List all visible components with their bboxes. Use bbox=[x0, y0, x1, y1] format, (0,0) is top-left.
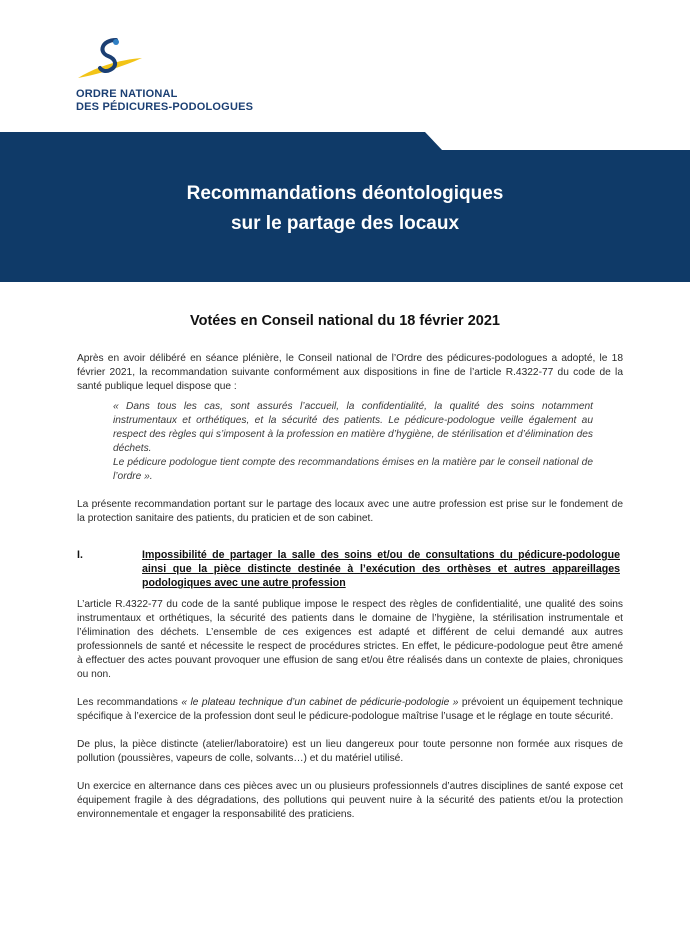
body-paragraph-reco bbox=[77, 696, 623, 724]
legal-quote bbox=[113, 400, 593, 484]
quote-line-1: « Dans tous les cas, sont assurés l’accueil, la confidentialité, la qualité des soins notamment instrumentaux et orthétiques, et la sécurité des patients. Le pédicure-podologue veille également au respect des règles qui s’imposent à la profession en matière d’hygiène, de stérilisation et d’élimination des déchets. bbox=[113, 401, 593, 454]
title-line-1: Recommandations déontologiques bbox=[186, 183, 504, 204]
logo-line-1: ORDRE NATIONAL bbox=[76, 88, 178, 100]
body-paragraph-1: L’article R.4322-77 du code de la santé publique impose le respect des règles de confidentialité, une qualité des soins instrumentaux et orthétiques, la sécurité des patients dans le domaine de l’hygiène, la stérilisation instrumentale et l’élimination des déchets. L’ensemble de ces exigences est adapté et différent de celui demandé aux autres professionnels de santé et nécessite le respect de procédures strictes. En effet, le pédicure-podologue peut être amené à effectuer des actes pouvant provoquer une effusion de sang et/ou être réalisés dans un contexte de plaies, chroniques ou non. bbox=[77, 599, 623, 680]
section-number: I. bbox=[77, 549, 83, 561]
quote-line-2: Le pédicure podologue tient compte des recommandations émises en la matière par le conseil national de l’ordre ». bbox=[113, 457, 593, 482]
basis-paragraph: La présente recommandation portant sur le partage des locaux avec une autre profession est prise sur le fondement de la protection sanitaire des patients, du praticien et de son cabinet. bbox=[77, 499, 623, 524]
document-body bbox=[77, 352, 623, 836]
reco-after: prévoient un équipement technique spécifique à l’exercice de la profession dont seul le pédicure-podologue maîtrise l’usage et le réglage en toute sécurité. bbox=[77, 697, 623, 722]
section-heading-1 bbox=[77, 548, 623, 590]
ordre-logo-icon bbox=[76, 38, 146, 86]
title-line-2: sur le partage des locaux bbox=[230, 213, 460, 234]
reco-quoted: « le plateau technique d’un cabinet de pédicurie-podologie » bbox=[181, 697, 459, 708]
logo-line-2: DES PÉDICURES-PODOLOGUES bbox=[76, 101, 254, 113]
section-title: Impossibilité de partager la salle des soins et/ou de consultations du pédicure-podologue ainsi que la pièce distincte destinée à l’exécution des orthèses et autres appareillages podologiques avec une autre profession bbox=[142, 549, 620, 589]
body-paragraph-3: Un exercice en alternance dans ces pièces avec un ou plusieurs professionnels d’autres disciplines de santé expose cet équipement fragile à des dégradations, des pollutions qui peuvent nuire à la sécurité des patients et/ou la protection environnementale et engager la responsabilité des praticiens. bbox=[77, 781, 623, 820]
logo-wordmark bbox=[76, 88, 253, 114]
intro-paragraph: Après en avoir délibéré en séance plénière, le Conseil national de l’Ordre des pédicures-podologues a adopté, le 18 février 2021, la recommandation suivante conformément aux dispositions in fine de l’article R.4322-77 du code de la santé publique lequel dispose que : bbox=[77, 353, 623, 392]
document-title bbox=[0, 179, 690, 239]
title-banner bbox=[0, 132, 690, 282]
vote-date-subtitle: Votées en Conseil national du 18 février 2021 bbox=[190, 313, 500, 329]
reco-before: Les recommandations bbox=[77, 697, 182, 708]
body-paragraph-2: De plus, la pièce distincte (atelier/laboratoire) est un lieu dangereux pour toute personne non formée aux risques de pollution (poussières, vapeurs de colle, solvants…) et du matériel utilisé. bbox=[77, 739, 623, 764]
